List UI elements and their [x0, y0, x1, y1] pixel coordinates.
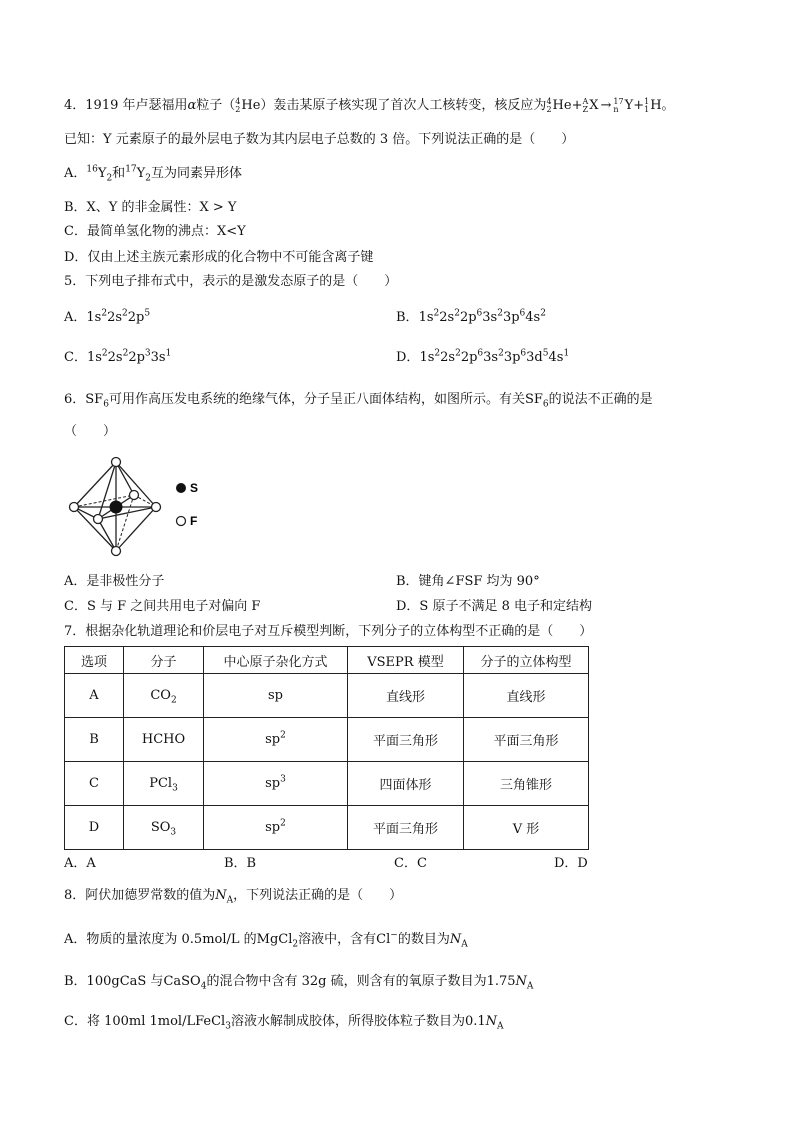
y-numbers: 17 n	[613, 96, 624, 114]
vsepr-cell: 直线形	[348, 674, 464, 718]
formula: FeCl	[195, 1014, 226, 1029]
q8-option-b	[64, 972, 533, 992]
q4-option-c: C．最简单氢化物的沸点：X<Y	[64, 224, 246, 239]
molecule-cell: HCHO	[124, 718, 204, 762]
q5-option-d: D．$1s^22s^22p^63s^23p^63d^54s^1$	[396, 348, 570, 365]
q5-stem: 5．下列电子排布式中，表示的是激发态原子的是（ ）	[64, 274, 398, 289]
q4-text: 和	[112, 166, 126, 181]
option-cell: A	[65, 674, 124, 718]
option-label: B．	[396, 310, 419, 325]
header-cell: 选项	[65, 647, 124, 674]
q6-text: 的说法不正确的是	[548, 392, 653, 407]
header-cell: VSEPR 模型	[348, 647, 464, 674]
reaction-arrow: →	[600, 98, 612, 113]
subscript: 6	[542, 399, 549, 410]
q5-option-b: B．$1s^22s^22p^63s^23p^64s^2$	[396, 308, 546, 325]
he-symbol: He	[241, 98, 261, 113]
q8-text: 溶液水解制成胶体，所得胶体粒子数目为	[230, 1014, 465, 1029]
q6-option-b: B．键角∠FSF 均为 90°	[396, 574, 540, 589]
subscript: 3	[225, 1021, 231, 1032]
sf6-octahedron-diagram	[64, 455, 214, 565]
avogadro-symbol: N	[449, 932, 462, 947]
q7-table	[64, 646, 589, 850]
f-atom-front	[94, 515, 103, 524]
he-nuclide-numbers: 4 2	[235, 96, 241, 114]
header-cell: 分子	[124, 647, 204, 674]
subscript: A	[461, 939, 468, 950]
q4-option-b: B．X、Y 的非金属性：X > Y	[64, 200, 237, 215]
y-symbol: Y	[136, 166, 146, 181]
q8-text: 8．阿伏加德罗常数的值为	[64, 888, 216, 903]
x-symbol: X	[589, 98, 599, 113]
shape-cell: V 形	[464, 806, 589, 850]
legend-f-marker	[177, 517, 186, 526]
mass-number: 16	[86, 164, 98, 175]
formula: MgCl	[256, 932, 293, 947]
q8-stem	[64, 886, 402, 906]
q8-text: ，下列说法正确的是（ ）	[233, 888, 403, 903]
subscript: 4	[200, 981, 207, 992]
q6-stem-line1	[64, 390, 653, 410]
q7-option-a: A．A	[64, 856, 96, 871]
formula: CaSO	[163, 974, 201, 989]
h-numbers: 1 1	[644, 96, 650, 114]
q6-text: 可用作高压发电系统的绝缘气体，分子呈正八面体结构，如图所示。有关	[108, 392, 525, 407]
q4-option-d: D．仅由上述主族元素形成的化合物中不可能含离子键	[64, 250, 374, 265]
subscript: A	[226, 895, 234, 906]
f-atom-left	[70, 503, 79, 512]
option-label: C．	[64, 350, 87, 365]
option-cell: C	[65, 762, 124, 806]
vsepr-cell: 平面三角形	[348, 718, 464, 762]
q6-option-d: D．S 原子不满足 8 电子和定结构	[396, 599, 592, 614]
q7-stem: 7．根据杂化轨道理论和价层电子对互斥模型判断，下列分子的立体构型不正确的是（ ）	[64, 624, 593, 639]
x-numbers: A Z	[582, 96, 589, 114]
option-label: A．	[64, 310, 87, 325]
period: 。	[661, 98, 675, 113]
q6-option-c: C．S 与 F 之间共用电子对偏向 F	[64, 599, 261, 614]
q8-text: A．物质的量浓度为 0.5mol/L 的	[64, 932, 257, 947]
f-atom-bottom	[112, 547, 121, 556]
q4-text: ）轰击某原子核实现了首次人工核转变，核反应为	[260, 98, 547, 113]
vsepr-cell: 平面三角形	[348, 806, 464, 850]
alpha-symbol: α	[187, 98, 197, 113]
q4-text: 粒子（	[196, 98, 236, 113]
avogadro-symbol: N	[485, 1014, 498, 1029]
s-atom-center	[110, 501, 123, 514]
table-header-row	[65, 647, 589, 674]
shape-cell: 三角锥形	[464, 762, 589, 806]
q4-stem-line1	[64, 96, 675, 116]
q8-text: 的数目为	[397, 932, 450, 947]
subscript: 2	[292, 939, 299, 950]
eq-he-numbers: 4 2	[546, 96, 552, 114]
value: 1.75	[486, 974, 516, 989]
table-row	[65, 674, 589, 718]
q4-option-a	[64, 164, 242, 184]
formula: Cl	[376, 932, 391, 947]
plus-sign: +	[571, 98, 583, 113]
q4-stem-line2: 已知：Y 元素原子的最外层电子数为其内层电子总数的 3 倍。下列说法正确的是（ ）	[64, 132, 575, 147]
header-cell: 中心原子杂化方式	[204, 647, 348, 674]
q8-option-a	[64, 930, 468, 950]
subscript: A	[526, 981, 534, 992]
molecule-cell: $CO_2$	[124, 674, 204, 718]
q7-option-c: C．C	[394, 856, 427, 871]
eq-he: He	[552, 98, 572, 113]
q4-text: 互为同素异形体	[150, 166, 242, 181]
legend-s-label: S	[190, 481, 199, 495]
molecule-cell: $SO_3$	[124, 806, 204, 850]
shape-cell: 直线形	[464, 674, 589, 718]
q7-option-d: D．D	[554, 856, 588, 871]
h-symbol: H	[650, 98, 662, 113]
hybridization-cell: $sp^2$	[204, 806, 348, 850]
hybridization-cell: sp	[204, 674, 348, 718]
header-cell: 分子的立体构型	[464, 647, 589, 674]
subscript: 2	[106, 173, 113, 184]
y-symbol: Y	[624, 98, 634, 113]
hybridization-cell: $sp^2$	[204, 718, 348, 762]
sf6-formula: SF	[524, 392, 543, 407]
option-cell: D	[65, 806, 124, 850]
hybridization-cell: $sp^3$	[204, 762, 348, 806]
table-row	[65, 762, 589, 806]
q5-option-c: C．$1s^22s^22p^33s^1$	[64, 348, 172, 365]
q6-answer-blank: （ ）	[64, 424, 117, 439]
molecule-cell: PCl$_3$	[124, 762, 204, 806]
legend-f-label: F	[190, 514, 198, 528]
q4-text: 4．1919 年卢瑟福用	[64, 98, 188, 113]
avogadro-symbol: N	[515, 974, 527, 989]
mass-number: 17	[125, 164, 137, 175]
option-label: A．	[64, 166, 87, 181]
q8-text: 的混合物中含有 32g 硫，则含有的氧原子数目为	[206, 974, 487, 989]
q8-option-c	[64, 1012, 504, 1032]
q6-text: 6．	[64, 392, 86, 407]
sf6-formula: SF	[85, 392, 104, 407]
subscript: 6	[103, 399, 109, 410]
q8-text: 溶液中，含有	[298, 932, 377, 947]
superscript: −	[390, 930, 398, 941]
f-atom-right	[152, 503, 161, 512]
q7-option-b: B．B	[224, 856, 257, 871]
legend-s-marker	[176, 483, 186, 493]
q6-option-a: A．是非极性分子	[64, 574, 165, 589]
q8-text: B．100gCaS 与	[64, 974, 164, 989]
option-cell: B	[65, 718, 124, 762]
table-row	[65, 718, 589, 762]
vsepr-cell: 四面体形	[348, 762, 464, 806]
value: 0.1	[464, 1014, 486, 1029]
q8-text: C．将 100ml 1mol/L	[64, 1014, 196, 1029]
shape-cell: 平面三角形	[464, 718, 589, 762]
f-atom-top	[112, 458, 121, 467]
q5-option-a: A．$1s^22s^22p^5$	[64, 308, 151, 325]
option-label: D．	[396, 350, 420, 365]
plus-sign: +	[633, 98, 645, 113]
subscript: 2	[145, 173, 151, 184]
avogadro-symbol: N	[215, 888, 227, 903]
y-symbol: Y	[97, 166, 107, 181]
subscript: A	[497, 1021, 504, 1032]
f-atom-back	[130, 491, 139, 500]
table-row	[65, 806, 589, 850]
